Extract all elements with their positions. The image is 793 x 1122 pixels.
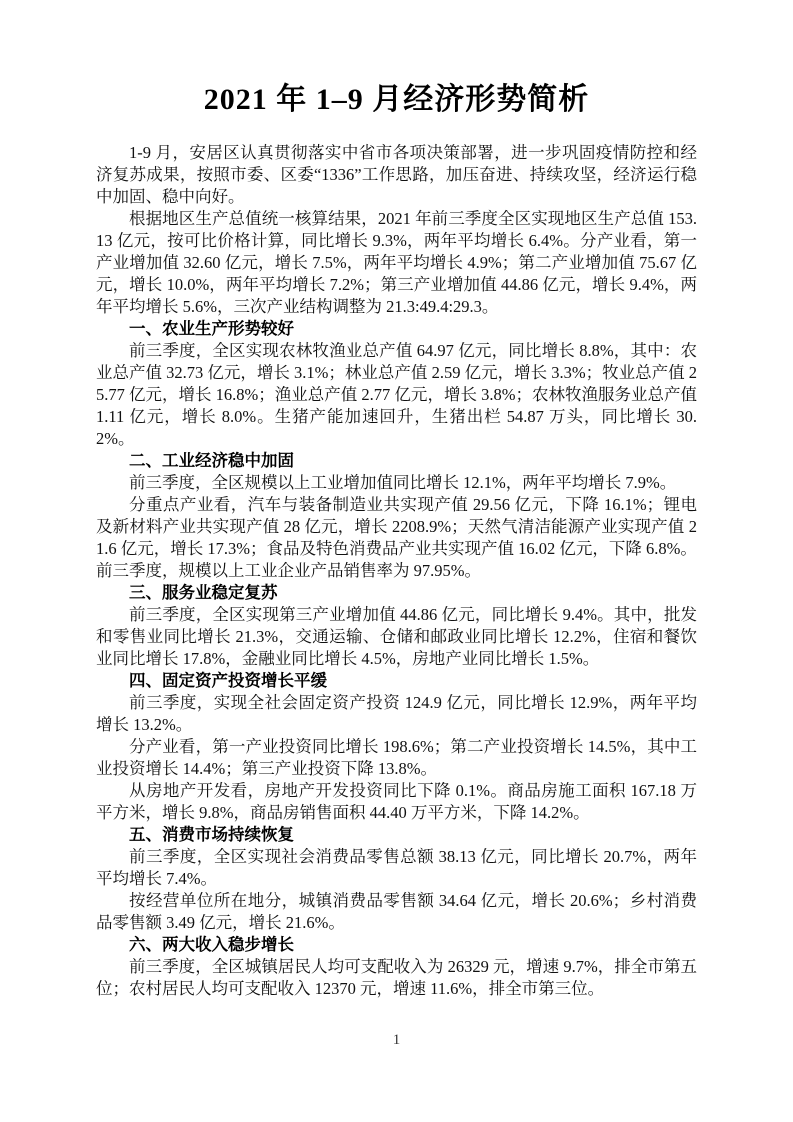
section-heading-services: 三、服务业稳定复苏 (129, 584, 278, 602)
document-content (96, 80, 697, 1000)
paragraph-investment-by-industry: 分产业看，第一产业投资同比增长 198.6%；第二产业投资增长 14.5%，其中工业投资增长 14.4%；第三产业投资下降 13.8%。 (96, 737, 697, 778)
section-heading-investment: 四、固定资产投资增长平缓 (129, 672, 327, 690)
paragraph-industry-sectors: 分重点产业看，汽车与装备制造业共实现产值 29.56 亿元，下降 16.1%；锂电及新材料产业共实现产值 28 亿元，增长 2208.9%；天然气清洁能源产业实现产值 21.6 亿元，增长 17.3%；食品及特色消费品产业共实现产值 16.02 亿元，下降 6.8%。 (96, 495, 697, 558)
section-heading-consumption: 五、消费市场持续恢复 (129, 826, 294, 844)
section-heading-agriculture: 一、农业生产形势较好 (129, 320, 294, 338)
paragraph-retail-by-location: 按经营单位所在地分，城镇消费品零售额 34.64 亿元，增长 20.6%；乡村消费品零售额 3.49 亿元，增长 21.6%。 (96, 891, 697, 932)
paragraph-income: 前三季度，全区城镇居民人均可支配收入为 26329 元，增速 9.7%，排全市第五位；农村居民人均可支配收入 12370 元，增速 11.6%，排全市第三位。 (96, 957, 697, 998)
paragraph-investment-total: 前三季度，实现全社会固定资产投资 124.9 亿元，同比增长 12.9%，两年平均增长 13.2%。 (96, 693, 697, 734)
paragraph-agriculture: 前三季度，全区实现农林牧渔业总产值 64.97 亿元，同比增长 8.8%，其中：农业总产值 32.73 亿元，增长 3.1%；林业总产值 2.59 亿元，增长 3.3%；牧业总产值 25.77 亿元，增长 16.8%；渔业总产值 2.77 亿元，增长 3.8%；农林牧渔服务业总产值 1.11 亿元，增长 8.0%。生猪产能加速回升，生猪出栏 54.87 万头，同比增长 30.2%。 (96, 341, 697, 448)
paragraph-industry-sales-rate: 前三季度，规模以上工业企业产品销售率为 97.95%。 (96, 561, 481, 580)
document-title: 2021 年 1–9 月经济形势简析 (203, 83, 590, 116)
paragraph-industry-growth: 前三季度，全区规模以上工业增加值同比增长 12.1%，两年平均增长 7.9%。 (129, 473, 677, 492)
section-heading-income: 六、两大收入稳步增长 (129, 936, 294, 954)
paragraph-real-estate: 从房地产开发看，房地产开发投资同比下降 0.1%。商品房施工面积 167.18 万平方米，增长 9.8%，商品房销售面积 44.40 万平方米，下降 14.2%。 (96, 781, 697, 822)
section-heading-industry: 二、工业经济稳中加固 (129, 452, 294, 470)
paragraph-retail-total: 前三季度，全区实现社会消费品零售总额 38.13 亿元，同比增长 20.7%，两年平均增长 7.4%。 (96, 847, 697, 888)
paragraph-services: 前三季度，全区实现第三产业增加值 44.86 亿元，同比增长 9.4%。其中，批发和零售业同比增长 21.3%，交通运输、仓储和邮政业同比增长 12.2%，住宿和餐饮业同比增长 17.8%，金融业同比增长 4.5%，房地产业同比增长 1.5%。 (96, 605, 697, 668)
paragraph-intro: 1-9 月，安居区认真贯彻落实中省市各项决策部署，进一步巩固疫情防控和经济复苏成果，按照市委、区委“1336”工作思路，加压奋进、持续攻坚，经济运行稳中加固、稳中向好。 (96, 143, 697, 206)
paragraph-gdp-summary: 根据地区生产总值统一核算结果，2021 年前三季度全区实现地区生产总值 153.13 亿元，按可比价格计算，同比增长 9.3%，两年平均增长 6.4%。分产业看，第一产业增加值 32.60 亿元，增长 7.5%，两年平均增长 4.9%；第二产业增加值 75.67 亿元，增长 10.0%，两年平均增长 7.2%；第三产业增加值 44.86 亿元，增长 9.4%，两年平均增长 5.6%，三次产业结构调整为 21.3:49.4:29.3。 (96, 209, 697, 316)
page-number: 1 (392, 1032, 401, 1048)
